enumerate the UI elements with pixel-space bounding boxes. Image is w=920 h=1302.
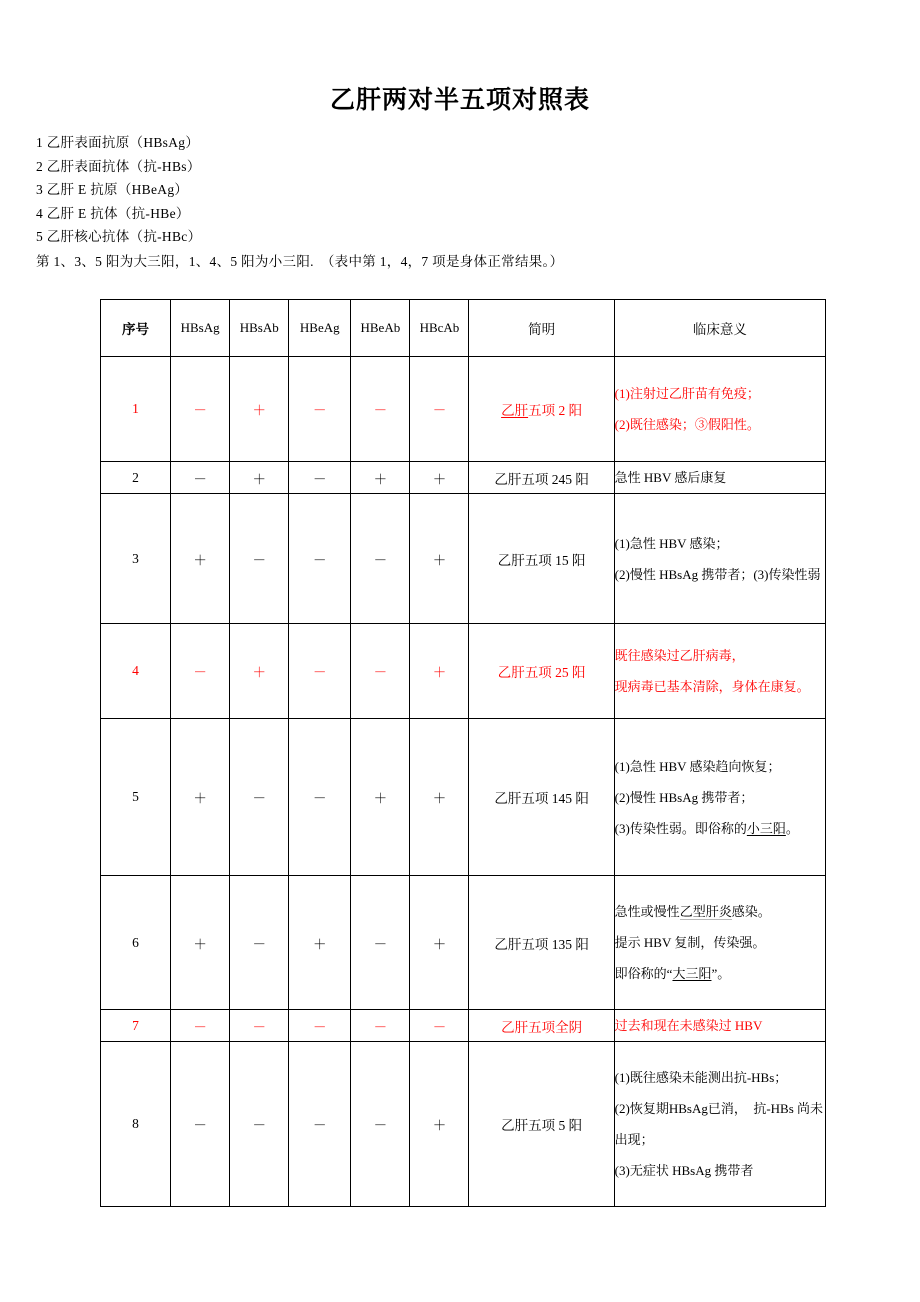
row-marker-hbeag: ＋ bbox=[289, 876, 351, 1010]
row-brief: 乙肝五项 5 阳 bbox=[469, 1042, 614, 1207]
row-marker-hbsab: ＋ bbox=[230, 357, 289, 462]
meaning-line: (2)慢性 HBsAg 携带者； bbox=[614, 789, 754, 805]
row-meaning bbox=[614, 624, 825, 719]
row-meaning bbox=[614, 1042, 825, 1207]
row-marker-hbsag: ＋ bbox=[171, 876, 230, 1010]
header-meaning: 临床意义 bbox=[614, 300, 825, 357]
row-seq: 2 bbox=[101, 462, 171, 494]
row-marker-hbcab: ＋ bbox=[410, 876, 469, 1010]
row-seq: 6 bbox=[101, 876, 171, 1010]
row-marker-hbeab: － bbox=[351, 876, 410, 1010]
brief-rest-text: 五项 2 阳 bbox=[528, 403, 583, 418]
row-marker-hbsab: － bbox=[230, 719, 289, 876]
row-marker-hbcab: ＋ bbox=[410, 494, 469, 624]
row-marker-hbsag: － bbox=[171, 1042, 230, 1207]
table-row bbox=[101, 624, 826, 719]
meaning-line: (1)急性 HBV 感染； bbox=[614, 535, 729, 551]
row-marker-hbcab: － bbox=[410, 357, 469, 462]
row-marker-hbeag: － bbox=[289, 719, 351, 876]
row-brief: 乙肝五项 135 阳 bbox=[469, 876, 614, 1010]
row-marker-hbeag: － bbox=[289, 357, 351, 462]
row-brief: 乙肝五项 15 阳 bbox=[469, 494, 614, 624]
page-title: 乙肝两对半五项对照表 bbox=[329, 86, 590, 114]
row-marker-hbsab: ＋ bbox=[230, 624, 289, 719]
row-meaning bbox=[614, 462, 825, 494]
meaning-underlined-text: 乙型肝炎 bbox=[679, 904, 732, 919]
intro-item-3: 3 乙肝 E 抗原（HBeAg） bbox=[36, 182, 189, 197]
row-marker-hbeag: － bbox=[289, 462, 351, 494]
meaning-line: (1)急性 HBV 感染趋向恢复； bbox=[614, 758, 781, 774]
row-seq: 3 bbox=[101, 494, 171, 624]
meaning-line: 急性或慢性乙型肝炎感染。 bbox=[614, 904, 771, 919]
header-hbcab: HBcAb bbox=[410, 300, 469, 357]
row-marker-hbeag: － bbox=[289, 624, 351, 719]
row-marker-hbsab: － bbox=[230, 1042, 289, 1207]
row-marker-hbeag: － bbox=[289, 494, 351, 624]
row-marker-hbsag: － bbox=[171, 462, 230, 494]
row-marker-hbeab: － bbox=[351, 624, 410, 719]
row-meaning bbox=[614, 719, 825, 876]
row-brief: 乙肝五项全阴 bbox=[469, 1010, 614, 1042]
row-seq: 1 bbox=[101, 357, 171, 462]
meaning-line: 急性 HBV 感后康复 bbox=[614, 470, 727, 485]
meaning-line: 即俗称的“大三阳”。 bbox=[614, 966, 731, 981]
row-brief bbox=[469, 357, 614, 462]
intro-item-4: 4 乙肝 E 抗体（抗-HBe） bbox=[36, 205, 190, 221]
row-marker-hbeab: － bbox=[351, 494, 410, 624]
row-brief: 乙肝五项 145 阳 bbox=[469, 719, 614, 876]
header-hbeag: HBeAg bbox=[289, 300, 351, 357]
row-meaning bbox=[614, 357, 825, 462]
row-seq: 4 bbox=[101, 624, 171, 719]
header-hbsag: HBsAg bbox=[171, 300, 230, 357]
row-marker-hbcab: ＋ bbox=[410, 1042, 469, 1207]
meaning-line: (2)恢复期HBsAg已消， 抗-HBs 尚未出现； bbox=[614, 1101, 824, 1147]
meaning-line: (3)无症状 HBsAg 携带者 bbox=[614, 1163, 754, 1178]
row-marker-hbeab: ＋ bbox=[351, 719, 410, 876]
intro-item-5: 5 乙肝核心抗体（抗-HBc） bbox=[36, 229, 202, 244]
table-row bbox=[101, 876, 826, 1010]
row-marker-hbcab: ＋ bbox=[410, 719, 469, 876]
meaning-underlined-text-2: 大三阳 bbox=[672, 966, 712, 981]
row-marker-hbsab: － bbox=[230, 494, 289, 624]
table-row bbox=[101, 462, 826, 494]
table-row bbox=[101, 357, 826, 462]
comparison-table-wrapper bbox=[100, 299, 826, 1207]
table-row bbox=[101, 719, 826, 876]
row-marker-hbeab: － bbox=[351, 357, 410, 462]
row-marker-hbcab: － bbox=[410, 1010, 469, 1042]
row-marker-hbeab: － bbox=[351, 1042, 410, 1207]
table-header-row bbox=[101, 300, 826, 357]
table-row bbox=[101, 1010, 826, 1042]
header-brief: 简明 bbox=[469, 300, 614, 357]
table-row bbox=[101, 1042, 826, 1207]
meaning-line: (1)注射过乙肝苗有免疫； bbox=[614, 386, 760, 401]
comparison-table bbox=[100, 299, 826, 1207]
row-meaning bbox=[614, 876, 825, 1010]
intro-block bbox=[36, 131, 816, 273]
row-meaning bbox=[614, 1010, 825, 1042]
row-brief: 乙肝五项 245 阳 bbox=[469, 462, 614, 494]
row-marker-hbsab: － bbox=[230, 1010, 289, 1042]
row-marker-hbsag: ＋ bbox=[171, 494, 230, 624]
meaning-line: (2)既往感染；③假阳性。 bbox=[614, 417, 760, 432]
row-seq: 7 bbox=[101, 1010, 171, 1042]
row-meaning bbox=[614, 494, 825, 624]
row-marker-hbsab: ＋ bbox=[230, 462, 289, 494]
meaning-underlined-text: 小三阳 bbox=[746, 820, 786, 836]
meaning-line: 既往感染过乙肝病毒， bbox=[614, 648, 745, 663]
meaning-line: 过去和现在未感染过 HBV bbox=[614, 1018, 763, 1033]
meaning-line: (2)慢性 HBsAg 携带者；(3)传染性弱 bbox=[614, 566, 821, 582]
meaning-line: (3)传染性弱。即俗称的小三阳。 bbox=[614, 820, 799, 836]
meaning-line: 现病毒已基本清除，身体在康复。 bbox=[614, 679, 810, 694]
row-marker-hbcab: ＋ bbox=[410, 624, 469, 719]
row-marker-hbsab: － bbox=[230, 876, 289, 1010]
header-seq: 序号 bbox=[101, 300, 171, 357]
row-brief: 乙肝五项 25 阳 bbox=[469, 624, 614, 719]
intro-item-1: 1 乙肝表面抗原（HBsAg） bbox=[36, 135, 200, 150]
header-hbsab: HBsAb bbox=[230, 300, 289, 357]
row-marker-hbeag: － bbox=[289, 1010, 351, 1042]
meaning-line: 提示 HBV 复制，传染强。 bbox=[614, 935, 766, 950]
row-marker-hbsag: － bbox=[171, 624, 230, 719]
row-marker-hbcab: ＋ bbox=[410, 462, 469, 494]
table-row bbox=[101, 494, 826, 624]
meaning-line: (1)既往感染未能测出抗-HBs； bbox=[614, 1070, 788, 1085]
header-hbeab: HBeAb bbox=[351, 300, 410, 357]
row-marker-hbsag: － bbox=[171, 1010, 230, 1042]
row-seq: 8 bbox=[101, 1042, 171, 1207]
brief-underlined-text: 乙肝 bbox=[501, 403, 529, 418]
row-marker-hbsag: ＋ bbox=[171, 719, 230, 876]
row-marker-hbeab: ＋ bbox=[351, 462, 410, 494]
row-seq: 5 bbox=[101, 719, 171, 876]
row-marker-hbsag: － bbox=[171, 357, 230, 462]
intro-item-2: 2 乙肝表面抗体（抗-HBs） bbox=[36, 158, 201, 174]
row-marker-hbeag: － bbox=[289, 1042, 351, 1207]
row-marker-hbeab: － bbox=[351, 1010, 410, 1042]
intro-note: 第 1、3、5 阳为大三阳，1、4、5 阳为小三阳. （表中第 1，4，7 项是身体正常结果。） bbox=[36, 253, 564, 269]
